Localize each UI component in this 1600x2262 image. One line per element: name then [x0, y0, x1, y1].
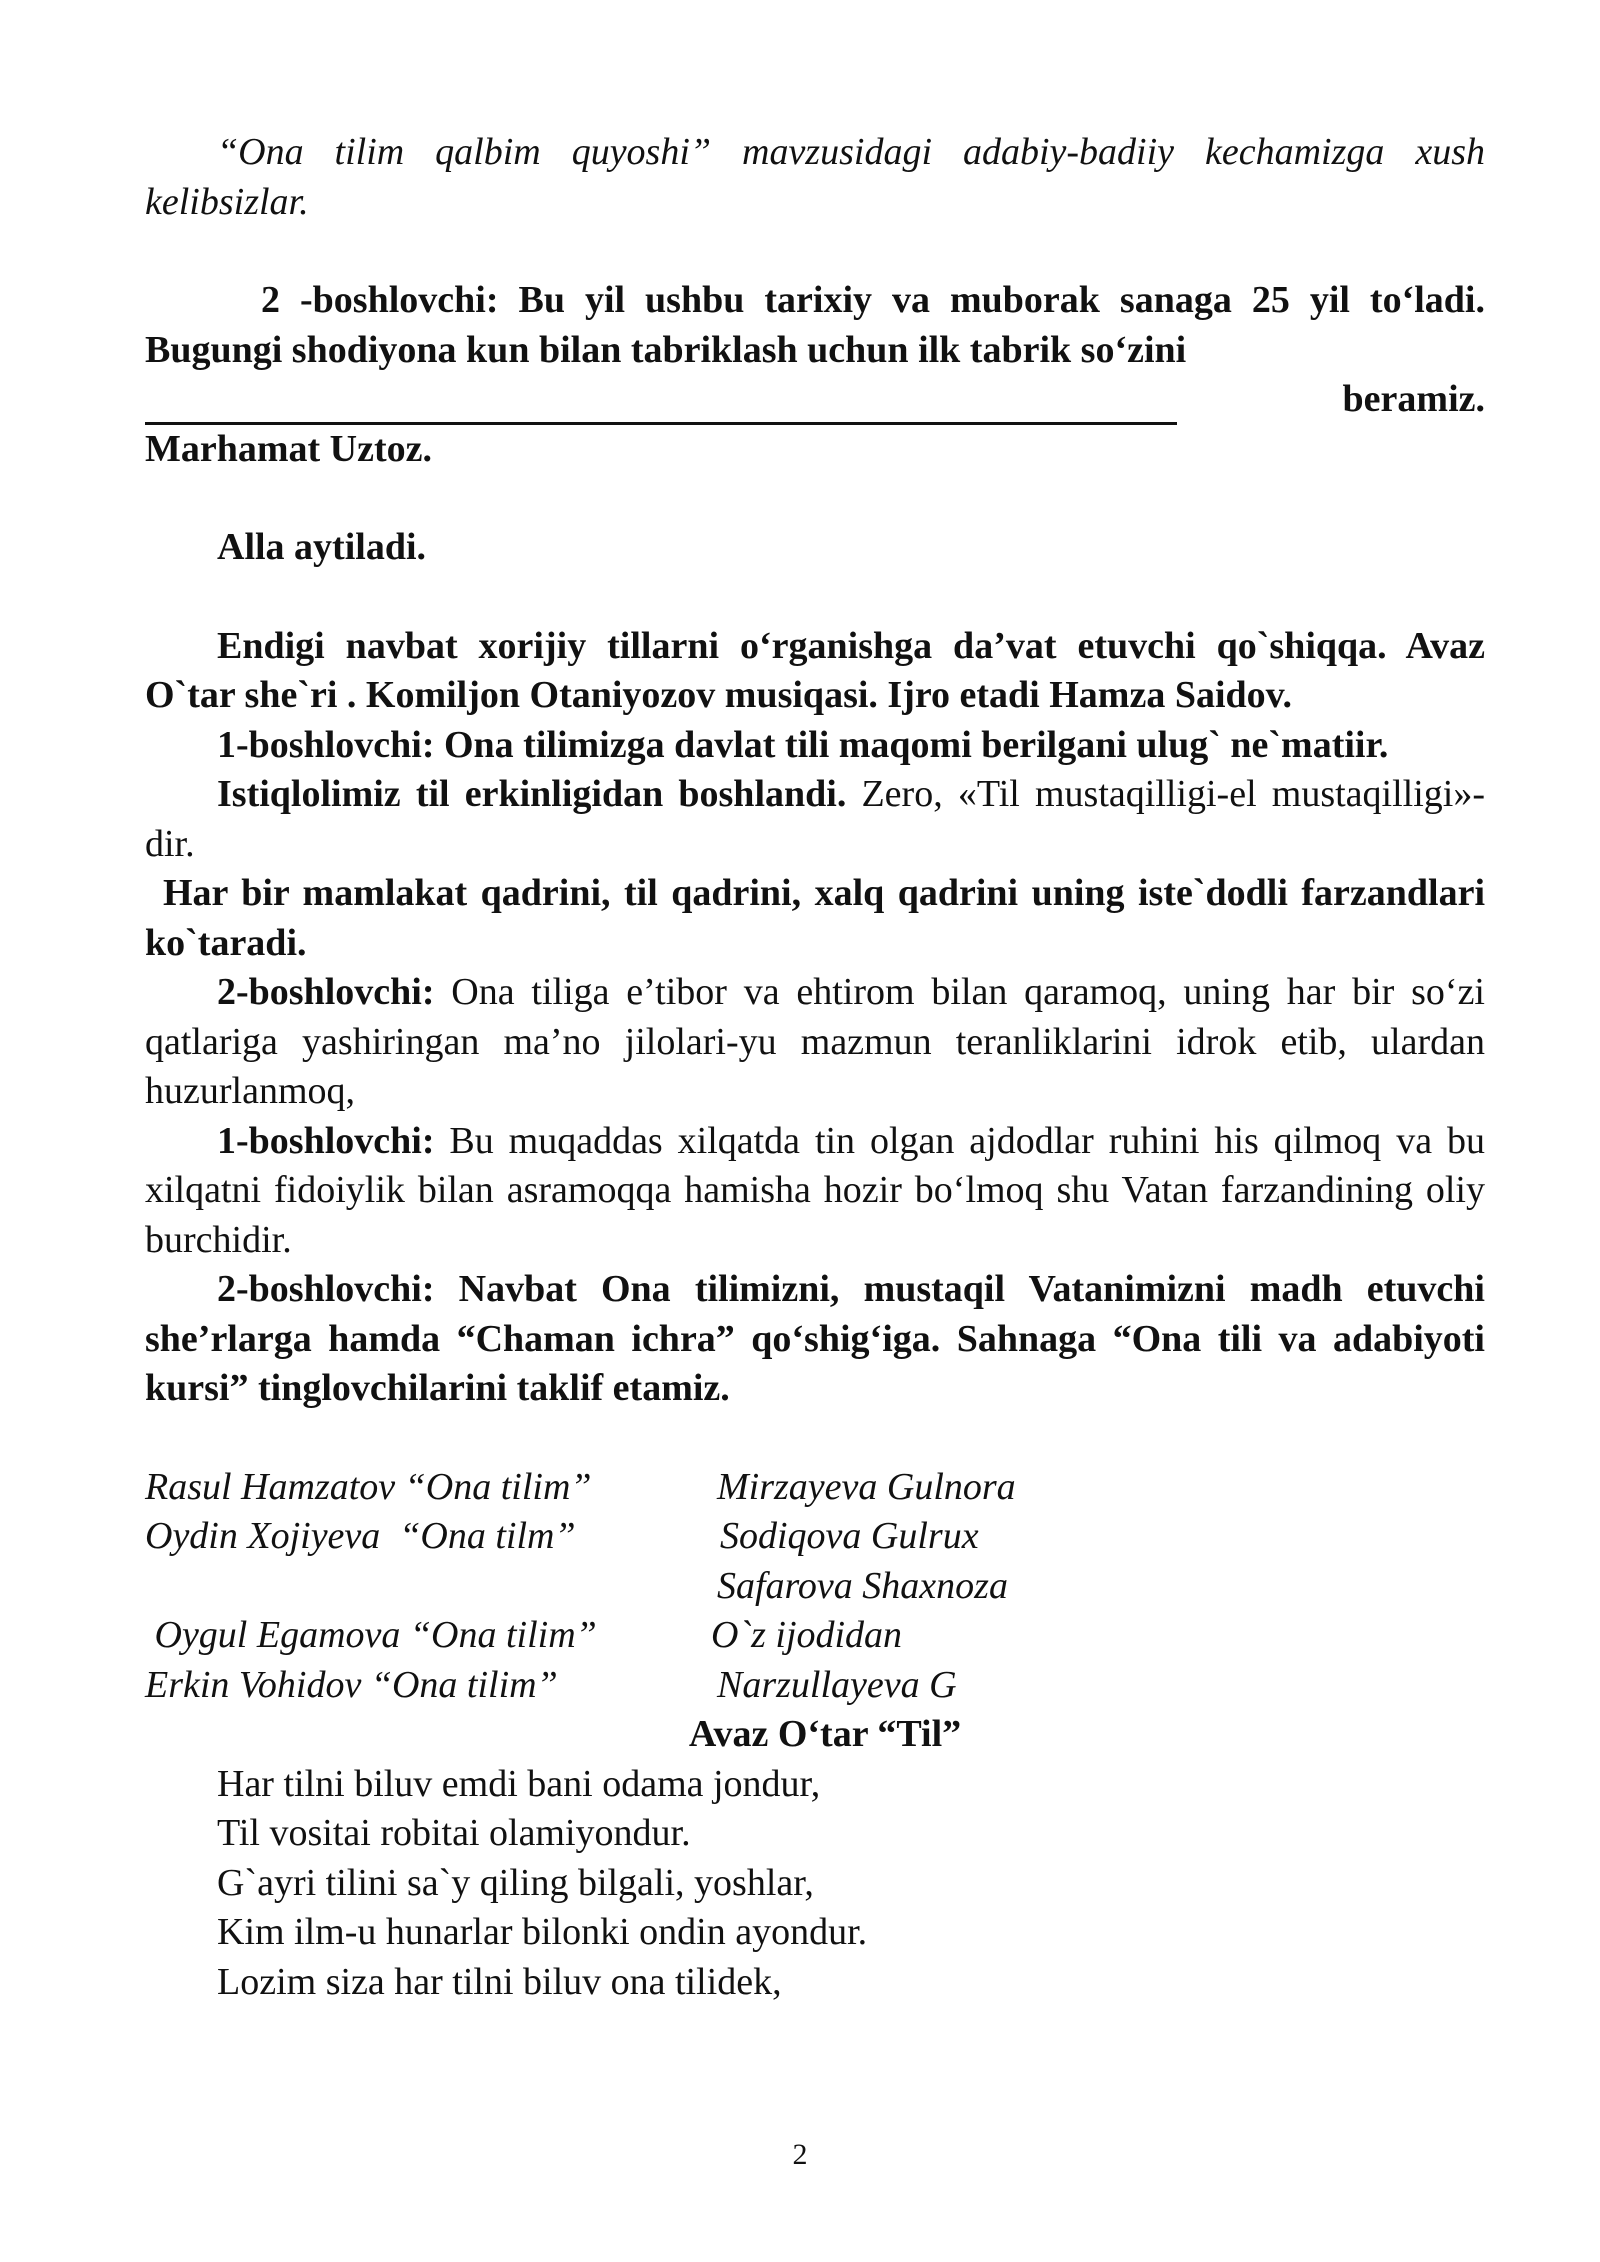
- poem-line: G`ayri tilini sa`y qiling bilgali, yoshlar,: [217, 1861, 814, 1904]
- performer-name: Sodiqova Gulrux: [720, 1515, 979, 1557]
- spacer: [145, 573, 1485, 622]
- poem-title-author: Rasul Hamzatov “Ona tilim”: [145, 1465, 592, 1508]
- poem-line: Har tilni biluv emdi bani odama jondur,: [217, 1762, 821, 1805]
- speaker-text: Bu muqaddas xilqatda tin olgan ajdodlar ruhini his qilmoq va bu xilqatni fidoiylik bilan asramoqqa hamisha hozir bo‘lmoq shu Vatan farzandining oliy burchidir.: [145, 1119, 1485, 1261]
- speaker-label: 1-boshlovchi:: [217, 1119, 435, 1162]
- program-list: [145, 1463, 1485, 1711]
- poem-line: Til vositai robitai olamiyondur.: [217, 1812, 691, 1854]
- nation-value-paragraph: Har bir mamlakat qadrini, til qadrini, xalq qadrini uning iste`dodli farzandlari ko`taradi.: [145, 872, 1485, 964]
- intro-paragraph: “Ona tilim qalbim quyoshi” mavzusidagi adabiy-badiiy kechamizga xush kelibsizlar.: [145, 131, 1485, 223]
- poem-body: [145, 1760, 1485, 2008]
- spacer: [145, 1414, 1485, 1463]
- presenter-2-announcement: 2 -boshlovchi: Bu yil ushbu tarixiy va muborak sanaga 25 yil to‘ladi. Bugungi shodiyona kun bilan tabriklash uchun ilk tabrik so‘zini: [145, 279, 1485, 371]
- independence-paragraph: [145, 770, 1485, 869]
- program-row: [145, 1611, 1485, 1661]
- program-row: [145, 1512, 1485, 1562]
- program-row: [145, 1661, 1485, 1711]
- speaker-label: 2-boshlovchi:: [217, 971, 435, 1013]
- poem-line: Lozim siza har tilni biluv ona tilidek,: [217, 1960, 782, 2003]
- fill-in-blank-line: [145, 386, 1177, 425]
- program-row: [145, 1562, 1485, 1612]
- blank-line-row: [145, 375, 1485, 425]
- presenter-1-state-language: 1-boshlovchi: Ona tilimizga davlat tili maqomi berilgani ulug` ne`matiir.: [217, 723, 1389, 766]
- program-row: [145, 1463, 1485, 1513]
- performer-name: O`z ijodidan: [711, 1614, 903, 1656]
- song-announcement: Endigi navbat xorijiy tillarni o‘rganishga da’vat etuvchi qo`shiqqa. Avaz O`tar she`ri . Komiljon Otaniyozov musiqasi. Ijro etadi Hamza Saidov.: [145, 624, 1485, 716]
- speaker-text: Ona tiliga e’tibor va ehtirom bilan qaramoq, uning har bir so‘zi qatlariga yashiringan ma’no jilolari-yu mazmun teranliklarini idrok etib, ulardan huzurlanmoq,: [145, 971, 1485, 1112]
- presenter-2-respect: [145, 968, 1485, 1117]
- performer-name: Safarova Shaxnoza: [717, 1564, 1008, 1607]
- poem-line: Kim ilm-u hunarlar bilonki ondin ayondur.: [217, 1911, 868, 1953]
- document-page: [145, 128, 1485, 2007]
- spacer: [145, 227, 1485, 276]
- presenter-1-duty: [145, 1117, 1485, 1266]
- spacer: [145, 474, 1485, 523]
- announcement-tail: beramiz.: [1342, 378, 1485, 420]
- poem-title-author: Oygul Egamova “Ona tilim”: [145, 1614, 597, 1656]
- performer-name: Mirzayeva Gulnora: [717, 1465, 1016, 1508]
- independence-bold: Istiqlolimiz til erkinligidan boshlandi.: [217, 773, 847, 815]
- presenter-2-invitation: 2-boshlovchi: Navbat Ona tilimizni, mustaqil Vatanimizni madh etuvchi she’rlarga hamda “Chaman ichra” qo‘shig‘iga. Sahnaga “Ona tili va adabiyoti kursi” tinglovchilarini taklif etamiz.: [145, 1268, 1485, 1409]
- announcement-closing: Marhamat Uztoz.: [145, 427, 433, 470]
- page-number: 2: [792, 2138, 808, 2171]
- poem-title: Avaz O‘tar “Til”: [688, 1713, 962, 1755]
- alla-note: Alla aytiladi.: [217, 526, 427, 568]
- independence-normal: Zero, «Til mustaqilligi-el mustaqilligi»-dir.: [145, 773, 1485, 865]
- poem-title-author: Erkin Vohidov “Ona tilim”: [145, 1663, 558, 1706]
- performer-name: Narzullayeva G: [717, 1663, 957, 1706]
- poem-title-author: Oydin Xojiyeva “Ona tilm”: [145, 1515, 576, 1557]
